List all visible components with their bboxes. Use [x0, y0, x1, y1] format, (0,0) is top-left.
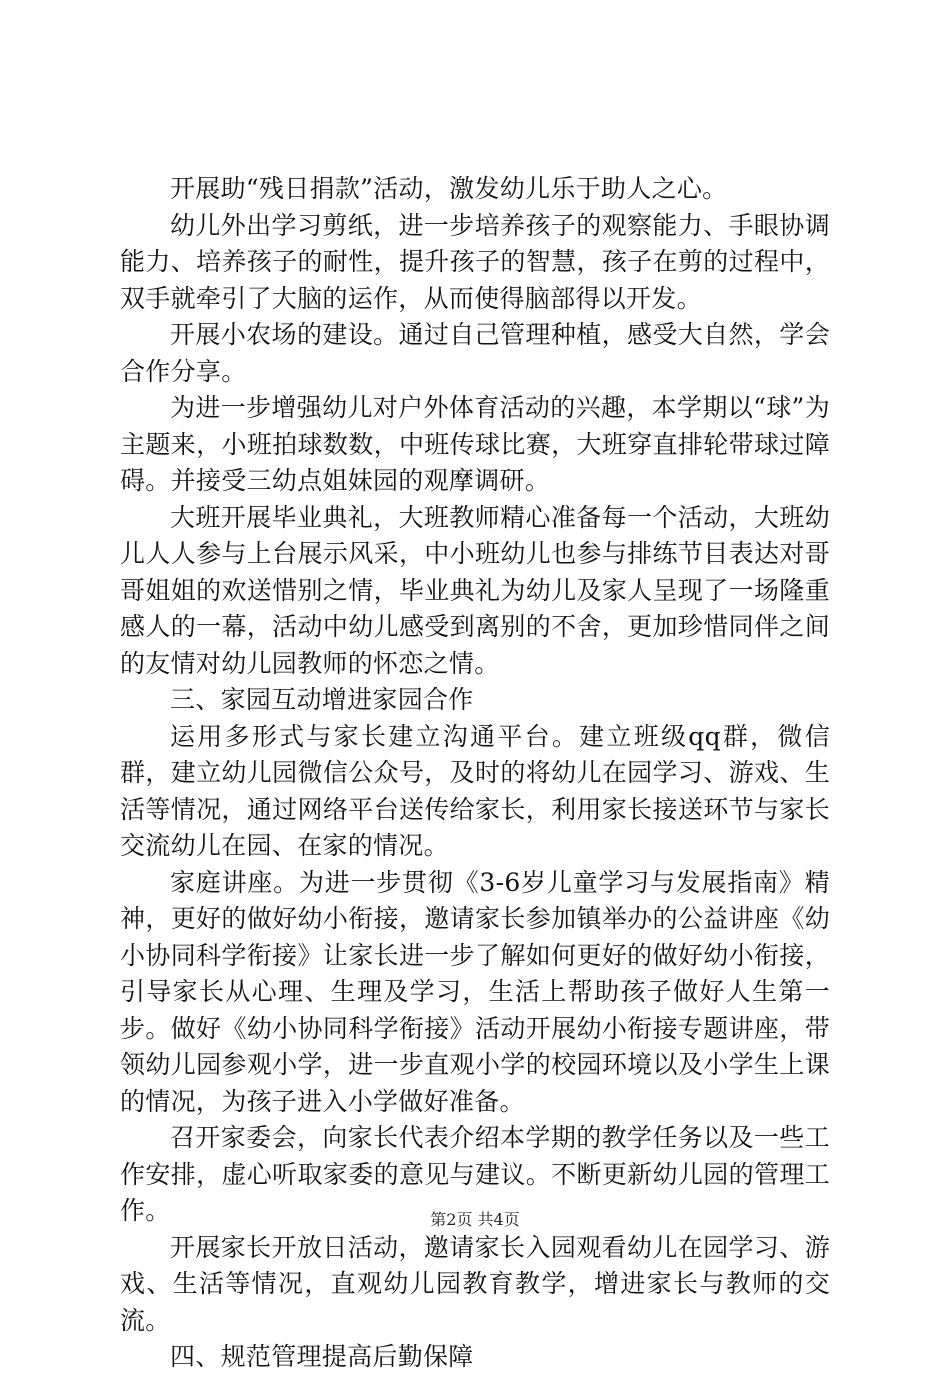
paragraph-small-farm: 开展小农场的建设。通过自己管理种植，感受大自然，学会合作分享。: [120, 320, 830, 386]
paragraph-ball-sports: 为进一步增强幼儿对户外体育活动的兴趣，本学期以“球”为主题来，小班拍球数数，中班传球比赛，大班穿直排轮带球过障碍。并接受三幼点姐妹园的观摩调研。: [120, 393, 830, 495]
paragraph-open-day: 开展家长开放日活动，邀请家长入园观看幼儿在园学习、游戏、生活等情况，直观幼儿园教育教学，增进家长与教师的交流。: [120, 1232, 830, 1335]
page-number-footer: 第2页 共4页: [430, 1210, 520, 1229]
section-heading-logistics: 四、规范管理提高后勤保障: [170, 1342, 474, 1371]
paragraph-charity-donation: 开展助“残日捐款”活动，激发幼儿乐于助人之心。: [170, 174, 728, 203]
paragraph-family-lecture: 家庭讲座。为进一步贯彻《3-6岁儿童学习与发展指南》精神，更好的做好幼小衔接，邀请家长参加镇举办的公益讲座《幼小协同科学衔接》让家长进一步了解如何更好的做好幼小衔接，引导家长从心理、生理及学习，生活上帮助孩子做好人生第一步。做好《幼小协同科学衔接》活动开展幼小衔接专题讲座，带领幼儿园参观小学，进一步直观小学的校园环境以及小学生上课的情况，为孩子进入小学做好准备。: [120, 867, 830, 1116]
paragraph-communication-platform: 运用多形式与家长建立沟通平台。建立班级qq群，微信群，建立幼儿园微信公众号，及时的将幼儿在园学习、游戏、生活等情况，通过网络平台送传给家长，利用家长接送环节与家长交流幼儿在园、在家的情况。: [120, 721, 830, 860]
section-heading-home-school: 三、家园互动增进家园合作: [170, 685, 474, 714]
paragraph-parent-committee: 召开家委会，向家长代表介绍本学期的教学任务以及一些工作安排，虚心听取家委的意见与建议。不断更新幼儿园的管理工作。: [120, 1123, 830, 1225]
paragraph-graduation: 大班开展毕业典礼，大班教师精心准备每一个活动，大班幼儿人人参与上台展示风采，中小班幼儿也参与排练节目表达对哥哥姐姐的欢送惜别之情，毕业典礼为幼儿及家人呈现了一场隆重感人的一幕，活动中幼儿感受到离别的不舍，更加珍惜同伴之间的友情对幼儿园教师的怀恋之情。: [120, 502, 830, 678]
document-body: [120, 171, 830, 1376]
paragraph-paper-cutting: 幼儿外出学习剪纸，进一步培养孩子的观察能力、手眼协调能力、培养孩子的耐性，提升孩子的智慧，孩子在剪的过程中，双手就牵引了大脑的运作，从而使得脑部得以开发。: [120, 210, 830, 313]
